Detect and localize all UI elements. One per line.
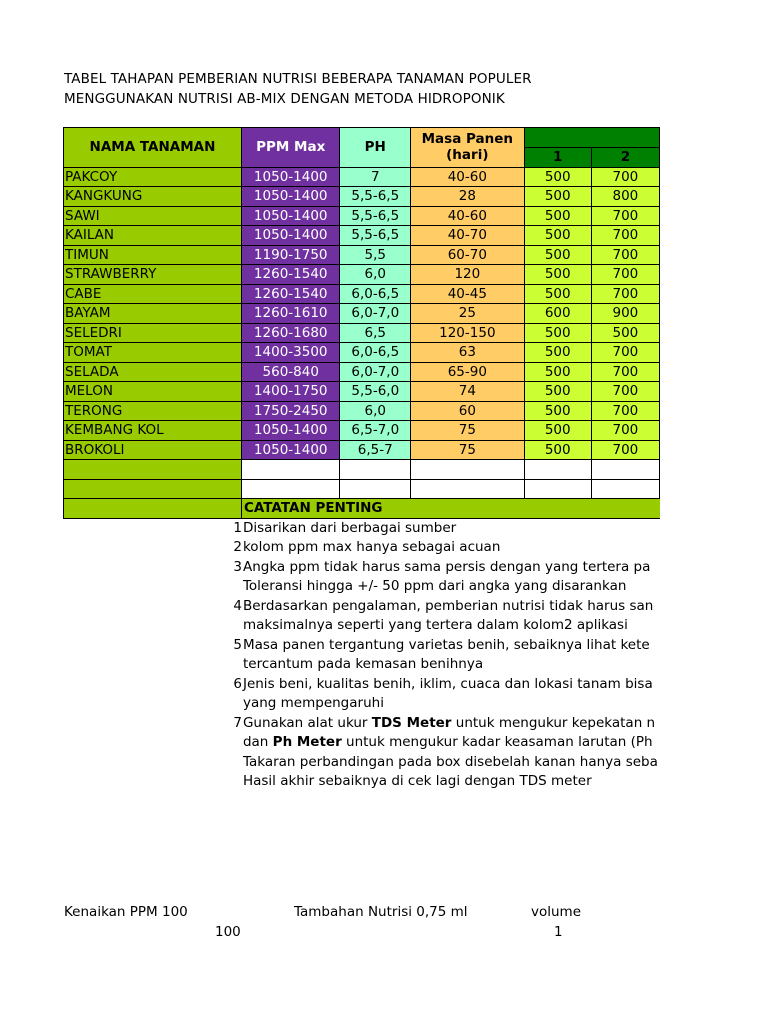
note-line [243, 733, 653, 753]
value-2-cell: 700 [591, 265, 659, 285]
value-1-cell: 500 [524, 401, 591, 421]
note-number: 2 [233, 539, 242, 555]
table-row [64, 343, 660, 363]
note-number: 1 [233, 519, 242, 536]
plant-name-cell: KANGKUNG [64, 187, 242, 207]
note-line: Toleransi hingga +/- 50 ppm dari angka yang disarankan [242, 578, 627, 594]
masa-panen-cell: 60-70 [411, 245, 525, 265]
header-ph: PH [340, 128, 411, 168]
plant-name-cell: SELEDRI [64, 323, 242, 343]
plant-name-cell: STRAWBERRY [64, 265, 242, 285]
ph-cell: 6,0-6,5 [340, 343, 411, 363]
note-line: kolom ppm max hanya sebagai acuan [242, 539, 501, 555]
note-line: Masa panen tergantung varietas benih, sebaiknya lihat kete [242, 636, 650, 653]
note-line: tercantum pada kemasan benihnya [242, 656, 484, 672]
nutrient-table [63, 127, 660, 789]
empty-cell [524, 460, 591, 480]
value-1-cell: 500 [524, 382, 591, 402]
masa-panen-cell: 40-60 [411, 206, 525, 226]
title-line-1: TABEL TAHAPAN PEMBERIAN NUTRISI BEBERAPA TANAMAN POPULER [64, 71, 532, 87]
ppm-max-cell: 1190-1750 [241, 245, 340, 265]
table-row [64, 421, 660, 441]
ppm-max-cell: 1050-1400 [241, 226, 340, 246]
value-2-cell: 700 [591, 401, 659, 421]
ppm-max-cell: 1260-1540 [241, 265, 340, 285]
note-text: untuk mengukur kepekatan n [451, 714, 656, 731]
table-row [64, 440, 660, 460]
note-bold-tds-meter: TDS Meter [371, 714, 452, 731]
header-masa-line1: Masa Panen [421, 131, 514, 148]
plant-name-cell: CABE [64, 284, 242, 304]
value-2-cell: 800 [591, 187, 659, 207]
ph-cell: 6,0-7,0 [340, 362, 411, 382]
notes-cell [233, 499, 659, 789]
footer-volume-label: volume [531, 904, 582, 920]
ph-cell: 6,5-7 [340, 440, 411, 460]
plant-name-cell: TIMUN [64, 245, 242, 265]
ppm-max-cell: 1400-1750 [241, 382, 340, 402]
table-row [64, 187, 660, 207]
table-body [64, 167, 660, 460]
empty-cell [411, 479, 525, 499]
note-number: 7 [233, 714, 242, 731]
masa-panen-cell: 40-60 [411, 167, 525, 187]
plant-name-cell: SAWI [64, 206, 242, 226]
masa-panen-cell: 75 [411, 421, 525, 441]
value-2-cell: 700 [591, 167, 659, 187]
header-col-1: 1 [524, 148, 591, 168]
ppm-max-cell: 1050-1400 [241, 206, 340, 226]
header-nama-tanaman: NAMA TANAMAN [64, 128, 242, 168]
notes-heading: CATATAN PENTING [243, 500, 383, 516]
value-1-cell: 500 [524, 421, 591, 441]
value-1-cell: 500 [524, 343, 591, 363]
plant-name-cell: BROKOLI [64, 440, 242, 460]
ppm-max-cell: 560-840 [241, 362, 340, 382]
table-row [64, 265, 660, 285]
ph-cell: 5,5-6,5 [340, 226, 411, 246]
plant-name-cell: BAYAM [64, 304, 242, 324]
ph-cell: 6,5 [340, 323, 411, 343]
masa-panen-cell: 60 [411, 401, 525, 421]
masa-panen-cell: 25 [411, 304, 525, 324]
ph-cell: 6,5-7,0 [340, 421, 411, 441]
value-1-cell: 600 [524, 304, 591, 324]
header-masa-panen [411, 128, 525, 168]
table-row [64, 284, 660, 304]
note-line: Berdasarkan pengalaman, pemberian nutrisi tidak harus san [242, 597, 654, 614]
note-line: Takaran perbandingan pada box disebelah kanan hanya seba [242, 753, 658, 770]
ph-cell: 6,0 [340, 401, 411, 421]
empty-cell [241, 460, 340, 480]
footer-ppm-value: 100 [215, 924, 241, 940]
ph-cell: 6,0-6,5 [340, 284, 411, 304]
table-row [64, 401, 660, 421]
note-line: Jenis beni, kualitas benih, iklim, cuaca dan lokasi tanam bisa [242, 675, 653, 692]
notes-left-cell [64, 499, 242, 519]
ph-cell: 5,5 [340, 245, 411, 265]
value-2-cell: 700 [591, 245, 659, 265]
plant-name-cell: TOMAT [64, 343, 242, 363]
value-2-cell: 700 [591, 284, 659, 304]
value-2-cell: 700 [591, 421, 659, 441]
ppm-max-cell: 1050-1400 [241, 421, 340, 441]
empty-cell [64, 460, 242, 480]
value-1-cell: 500 [524, 245, 591, 265]
header-group-cell [524, 128, 659, 148]
plant-name-cell: MELON [64, 382, 242, 402]
empty-cell [64, 479, 242, 499]
title-line-2: MENGGUNAKAN NUTRISI AB-MIX DENGAN METODA HIDROPONIK [64, 91, 505, 107]
note-line: maksimalnya seperti yang tertera dalam kolom2 aplikasi [242, 617, 628, 633]
note-text: Gunakan alat ukur [242, 714, 372, 731]
table-row [64, 245, 660, 265]
plant-name-cell: TERONG [64, 401, 242, 421]
ppm-max-cell: 1050-1400 [241, 440, 340, 460]
note-number: 4 [233, 597, 242, 614]
document-title [64, 69, 532, 109]
table-row [64, 382, 660, 402]
ph-cell: 6,0 [340, 265, 411, 285]
note-line [243, 714, 655, 734]
value-1-cell: 500 [524, 284, 591, 304]
value-1-cell: 500 [524, 440, 591, 460]
note-line: yang mempengaruhi [242, 695, 384, 711]
value-2-cell: 700 [591, 382, 659, 402]
value-2-cell: 700 [591, 226, 659, 246]
ppm-max-cell: 1400-3500 [241, 343, 340, 363]
empty-cell [411, 460, 525, 480]
masa-panen-cell: 75 [411, 440, 525, 460]
value-1-cell: 500 [524, 362, 591, 382]
header-ppm-max: PPM Max [241, 128, 340, 168]
note-number: 3 [233, 558, 242, 575]
ppm-max-cell: 1260-1680 [241, 323, 340, 343]
note-line: Angka ppm tidak harus sama persis dengan yang tertera pa [242, 558, 651, 575]
value-1-cell: 500 [524, 187, 591, 207]
value-2-cell: 900 [591, 304, 659, 324]
notes-row [64, 499, 660, 519]
masa-panen-cell: 74 [411, 382, 525, 402]
value-1-cell: 500 [524, 265, 591, 285]
value-2-cell: 700 [591, 206, 659, 226]
plant-name-cell: KEMBANG KOL [64, 421, 242, 441]
footer-tambahan-nutrisi: Tambahan Nutrisi 0,75 ml [294, 904, 468, 920]
ph-cell: 5,5-6,5 [340, 206, 411, 226]
plant-name-cell: KAILAN [64, 226, 242, 246]
ph-cell: 6,0-7,0 [340, 304, 411, 324]
masa-panen-cell: 63 [411, 343, 525, 363]
table-row [64, 226, 660, 246]
empty-row [64, 460, 660, 480]
value-2-cell: 700 [591, 440, 659, 460]
ppm-max-cell: 1050-1400 [241, 167, 340, 187]
value-2-cell: 700 [591, 362, 659, 382]
empty-cell [591, 479, 659, 499]
masa-panen-cell: 65-90 [411, 362, 525, 382]
ppm-max-cell: 1050-1400 [241, 187, 340, 207]
empty-cell [524, 479, 591, 499]
note-text: dan [242, 734, 273, 750]
header-col-2: 2 [591, 148, 659, 168]
empty-row [64, 479, 660, 499]
ph-cell: 5,5-6,5 [340, 187, 411, 207]
empty-cell [591, 460, 659, 480]
ph-cell: 5,5-6,0 [340, 382, 411, 402]
masa-panen-cell: 28 [411, 187, 525, 207]
value-1-cell: 500 [524, 167, 591, 187]
header-row-1 [64, 128, 660, 148]
note-number: 5 [233, 636, 242, 653]
ppm-max-cell: 1260-1540 [241, 284, 340, 304]
ph-cell: 7 [340, 167, 411, 187]
table-row [64, 206, 660, 226]
spreadsheet-area [63, 127, 660, 885]
empty-cell [340, 479, 411, 499]
masa-panen-cell: 40-45 [411, 284, 525, 304]
ppm-max-cell: 1750-2450 [241, 401, 340, 421]
note-number: 6 [233, 675, 242, 692]
plant-name-cell: PAKCOY [64, 167, 242, 187]
note-line: Hasil akhir sebaiknya di cek lagi dengan TDS meter [242, 773, 592, 789]
footer-volume-value: 1 [554, 924, 563, 940]
masa-panen-cell: 40-70 [411, 226, 525, 246]
header-masa-line2: (hari) [446, 147, 489, 164]
value-1-cell: 500 [524, 206, 591, 226]
note-line: Disarikan dari berbagai sumber [242, 519, 457, 536]
note-text: untuk mengukur kadar keasaman larutan (Ph [341, 734, 653, 750]
plant-name-cell: SELADA [64, 362, 242, 382]
table-row [64, 167, 660, 187]
value-1-cell: 500 [524, 226, 591, 246]
value-1-cell: 500 [524, 323, 591, 343]
note-bold-ph-meter: Ph Meter [272, 734, 342, 750]
ppm-max-cell: 1260-1610 [241, 304, 340, 324]
empty-cell [241, 479, 340, 499]
value-2-cell: 500 [591, 323, 659, 343]
footer-kenaikan-ppm: Kenaikan PPM 100 [64, 904, 188, 920]
table-row [64, 362, 660, 382]
table-row [64, 304, 660, 324]
value-2-cell: 700 [591, 343, 659, 363]
table-row [64, 323, 660, 343]
masa-panen-cell: 120-150 [411, 323, 525, 343]
empty-cell [340, 460, 411, 480]
masa-panen-cell: 120 [411, 265, 525, 285]
